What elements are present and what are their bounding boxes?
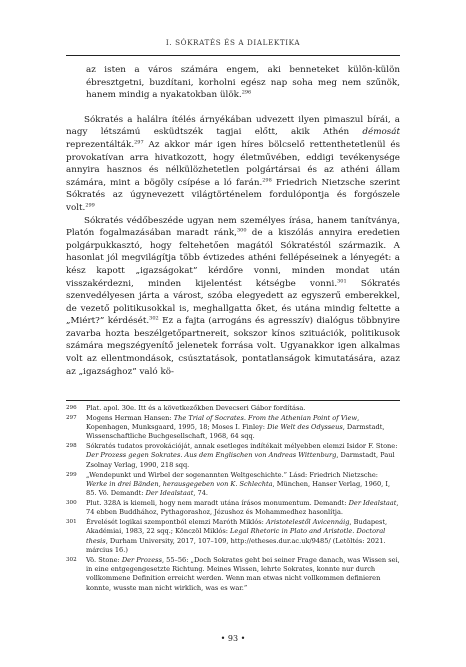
footnote-number: 300 (66, 499, 77, 506)
footnote-ref[interactable]: 297 (134, 139, 144, 146)
footnote-number: 302 (66, 556, 77, 563)
footnote-ref[interactable]: 296 (241, 89, 252, 96)
footnote-299: 299 „Wendepunkt und Wirbel der sogenannten Weltgeschichte.” Lásd: Friedrich Nietzsche: Werke in drei Bänden, herausgegeben von K. Schlechta, München, Hanser Verlag, 1960, I, 85. Vö. Demandt: Der Idealstaat, 74. (66, 470, 391, 498)
footnote-number: 297 (66, 414, 77, 421)
header-rule (66, 55, 400, 56)
footnote-296: 296 Plat. apol. 30e. Itt és a következőkben Devecseri Gábor fordítása. (66, 404, 306, 412)
footnote-ref[interactable]: 301 (337, 278, 347, 284)
footnote-number: 299 (66, 471, 77, 478)
paragraph: Sókratés védőbeszéde ugyan nem személyes írása, hanem tanítványa, Platón fogalmazásában maradt ránk,$^{300}$ de a kiszólás annyira eredetien polgárpukkasztó, hogy feltehetően magától Sókratéstól származik. A hasonlat jól megvilágítja több évtizedes athéni fellépéseinek a lényegét: a kész kapott „igazságokat” kérdőre vonni, minden mondat után visszakérdezni, minden kijelentést kétségbe vonni.$^{301}$ Sókratés szenvedélyesen járta a várost, szóba elegyedett az egyszerű emberekkel, de vezető politikusokkal is, meghallgatta őket, és utána mindig feltette a „Miért?” kérdését.$^{302}$ Ez a fajta (arrogáns és agresszív) dialógus többnyire zavarba hozta beszélgetőpartnereit, sokszor kínos szituációk, politikusok számára megszégyenítő jelenetek forrása volt. Ugyanakkor igen alkalmas volt az ellentmondások, csúsztatások, pontatlanságok kimutatására, azaz az „igazsághoz” való kö- (66, 215, 400, 377)
footnote-number: 296 (66, 405, 77, 411)
footnote-number: 298 (66, 443, 77, 450)
block-quote: az isten a város számára engem, aki benneteket külön-külön ébresztgetni, buzdítani, korholni egész nap soha meg nem szűnök, hanem mindig a nyakatokban ülök.$^{296}$ (86, 65, 400, 101)
footnote-300: 300 Plut. 328A is kiemeli, hogy nem maradt utána írásos monumentum. Demandt: Der Idealstaat, 74 ebben Buddhához, Pythagorashoz, Jézushoz és Mohammedhez hasonlítja. (66, 498, 399, 517)
footnote-ref[interactable]: 300 (236, 227, 247, 234)
footnote-ref[interactable]: 299 (85, 202, 95, 209)
running-head: I. SÓKRATÉS ÉS A DIALEKTIKA (165, 38, 301, 47)
footnote-rule (66, 400, 400, 401)
footnote-number: 301 (66, 519, 77, 526)
footnote-ref[interactable]: 302 (149, 315, 159, 322)
page-number: • 93 • (220, 634, 246, 643)
footnotes (66, 404, 400, 593)
footnote-297: 297 Mogens Herman Hansen: The Trial of Socrates. From the Athenian Point of View, Kopenhagen, Munksgaard, 1995, 18; Moses I. Finley: Die Welt des Odysseus, Darmstadt, Wissenschaftliche Buchgesellschaft, 1968, 64 sqq. (66, 413, 385, 441)
main-text (66, 64, 400, 378)
footnote-302: 302 Vö. Stone: Der Prozess, 55–56: „Doch Sokrates geht bei seiner Frage danach, was Wissen sei, in eine entgegengesetzte Richtung. Meines Wissen, lehrte Sokrates, konnte nur durch vollkommene Definition erreicht werden. Wenn man etwas nicht vollkommen definieren konnte, wusste man nicht wirklich, was es war.” (66, 555, 400, 592)
paragraph: Sókratés a halálra ítélés árnyékában udvezett ilyen pimaszul bírái, a nagy létszámú esküdtszék tagjai előtt, akik Athén démosát reprezentálták.$^{297}$ Az akkor már igen híres bölcselő rettenthetetlenül és provokatívan arra hivatkozott, hogy életművében, eddigi tevékenysége annyira hasznos és nélkülözhetetlen polgártársai és az athéni állam számára, mint a bögöly csípése a ló farán.$^{298}$ Friedrich Nietzsche szerint Sókratés az úgynevezett világtörténelem fordulópontja és forgószele volt.$^{299}$ (66, 114, 400, 213)
footnote-301: 301 Érvelését logikai szempontból elemzi Maróth Miklós: Aristotelestől Avicennáig, Budapest, Akadémiai, 1983, 22 sqq.; Könczöl Miklós: Legal Rhetoric in Plato and Aristotle. Doctoral thesis, Durham University, 2017, 107–109, http://etheses.dur.ac.uk/9485/ (Letöltés: 2021. március 16.) (66, 518, 388, 554)
footnote-ref[interactable]: 298 (262, 177, 272, 184)
footnote-298: 298 Sókratés tudatos provokációját, annak esetleges indítékait mélyebben elemzi Isidor F. Stone: Der Prozess gegen Sokrates. Aus dem Englischen von Andreas Wittenburg, Darmstadt, Paul Zsolnay Verlag, 1990, 218 sqq. (66, 442, 398, 469)
